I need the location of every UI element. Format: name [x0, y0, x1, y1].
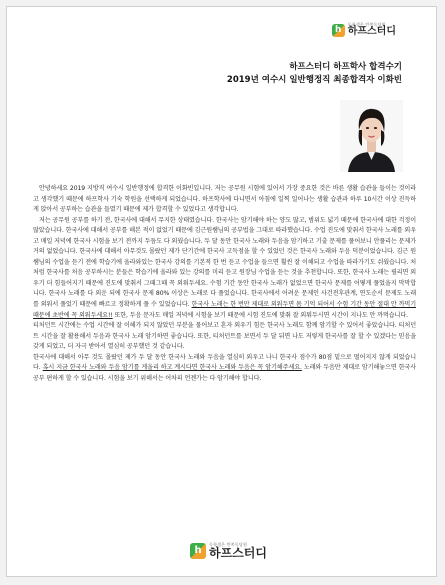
document-title [142, 61, 402, 87]
paragraph-1: 안녕하세요 2019 지방직 여수시 일반행정에 합격한 이화빈입니다. 저는 공무원 시험에 있어서 가장 중요한 것은 바른 생활 습관을 들이는 것이라고 생각했기 때문에 하프학사 기숙 학원을 선택하게 되었습니다. 하프학사에 다니면서 아침에 일찍 일어나는 생활 습관과 하루 10시간 이상 진득하게 앉아서 공부하는 습관을 들였기 때문에 제가 합격할 수 있었다고 생각합니다. [33, 185, 416, 214]
brand-logo-bottom [190, 543, 267, 559]
paragraph-2: 저는 공무원 공부를 하기 전, 한국사에 대해서 무지한 상태였습니다. 한국사는 암기해야 하는 양도 많고, 범위도 넓기 때문에 한국사에 대한 걱정이 많았습니다. 한국사에 대해서 공부를 해본 적이 없었기 때문에 김근원쌤님의 공부법을 그대로 따라했습니다. 수업 진도에 맞춰서 한국사 노래를 외우고 매일 저녁에 한국사 시험을 보기 전까지 두듬도 다 외웠습니다. 두 달 동안 한국사 노래와 두음을 암기하고 기출 문제를 풀어보니 안풀리는 문제가 거의 없었습니다. 한국사에 대해서 아무것도 몰랐던 제가 단기간에 한국사 고득점을 할 수 있었던 것은 한국사 노래와 두음 덕분이었습니다. 김근 원쌤님의 수업을 듣기 전에 학습기에 올라와있는 한국사 강의를 기본적 한 번 듣고 수업을 들으면 훨씬 잘 이해되고 수업을 따라가기도 쉬웠습니다. 처처럼 한국사를 처음 공부하시는 분들은 학습기에 올라와 있는 강의를 미리 듣고 원장님 수업을 듣는 것을 추천합니다. 또한, 한국사 노래는 필리면 외우기 더 힘들어지기 때문에 진도에 맞춰서 그때그때 꼭 외워두세요. 수험 기간 동안 한국사 노래가 없었으면 한국사 문제를 어떻게 풀었을지 막막합니다. 한국사 노래를 다 외운 되에 한국사 문제 80% 이상은 노래로 다 풀었습니다. 한국사에서 어려운 문제인 사건전후관계, 연도순서 문제도 노래를 외워서 풀었기 때문에 빠르고 정확하게 풀 수 있었습니다. 한국사 노래는 한 번만 제대로 외워두면 몸 기억 되어서 수험 기간 동안 절대 안 까먹기 때문에 초반에 꼭 외워두세요!! 또한, 두음 문자도 매일 저녁에 시험을 보기 때문에 시험 진도에 맞춰 잘 외워두시면 시간이 지나도 안 까먹습니다. [33, 216, 416, 319]
title-line-2: 2019년 여수시 일반행정직 최종합격자 이화빈 [226, 75, 402, 85]
article-body [33, 184, 416, 384]
brand-tagline: 독학생은 반쪽독당원 [209, 542, 248, 547]
brand-h-icon: h [190, 543, 206, 559]
underlined-tip-1: 한국사 노래는 한 번만 제대로 외워두면 몸 기억 되어서 수험 기간 동안 절대 안 까먹기 때문에 초반에 꼭 외워두세요!! [33, 301, 416, 319]
underlined-tip-2: 혹시 지금 한국사 노래와 두음 암기를 게을리 하고 계시다면 한국사 노래와 두음은 꼭 암기해주세요. [42, 364, 302, 372]
brand-name: 하프스터디 [209, 546, 267, 560]
brand-logo-top [332, 23, 396, 37]
paragraph-3: 티처던트 시간에는 수업 시간에 잘 이해가 되지 않았던 부분을 물어보고 혼자 외우기 힘든 한국사 노래도 함께 암기할 수 있어서 좋았습니다. 티처던트 시간을 잘 활용해서 두음과 한국사 노래 암기하면 좋습니다. 또한, 티처던트를 보면서 두 달 뒤면 나도 저렇게 한국사를 잘 할 수 있겠다는 믿음을 갖게 되었고, 더 자극 받아서 열심히 공부했던 것 같습니다. [33, 322, 416, 351]
author-photo [340, 100, 403, 172]
brand-tagline: 독학생은 반쪽독당원 [347, 22, 386, 27]
paragraph-4: 한국사에 대해서 아무 것도 몰랐던 제가 두 달 동안 한국사 노래와 두음을 열심히 외우고 나니 한국사 점수가 80점 밑으로 떨어지지 않게 되었습니다. 혹시 지금 한국사 노래와 두음 암기를 게을리 하고 계시다면 한국사 노래와 두음은 꼭 암기해주세요. 노래와 두음만 제대로 암기해놓으면 한국사 공부 편하게 할 수 있습니다. 시험을 보기 위해서는 어차피 언젠가는 다 암기해야 합니다. [33, 353, 416, 382]
document-page [6, 6, 437, 577]
brand-name: 하프스터디 [347, 26, 396, 37]
title-line-1: 하프스터디 하프학사 합격수기 [289, 62, 402, 72]
brand-h-icon: h [332, 24, 345, 37]
portrait-image [340, 100, 403, 172]
